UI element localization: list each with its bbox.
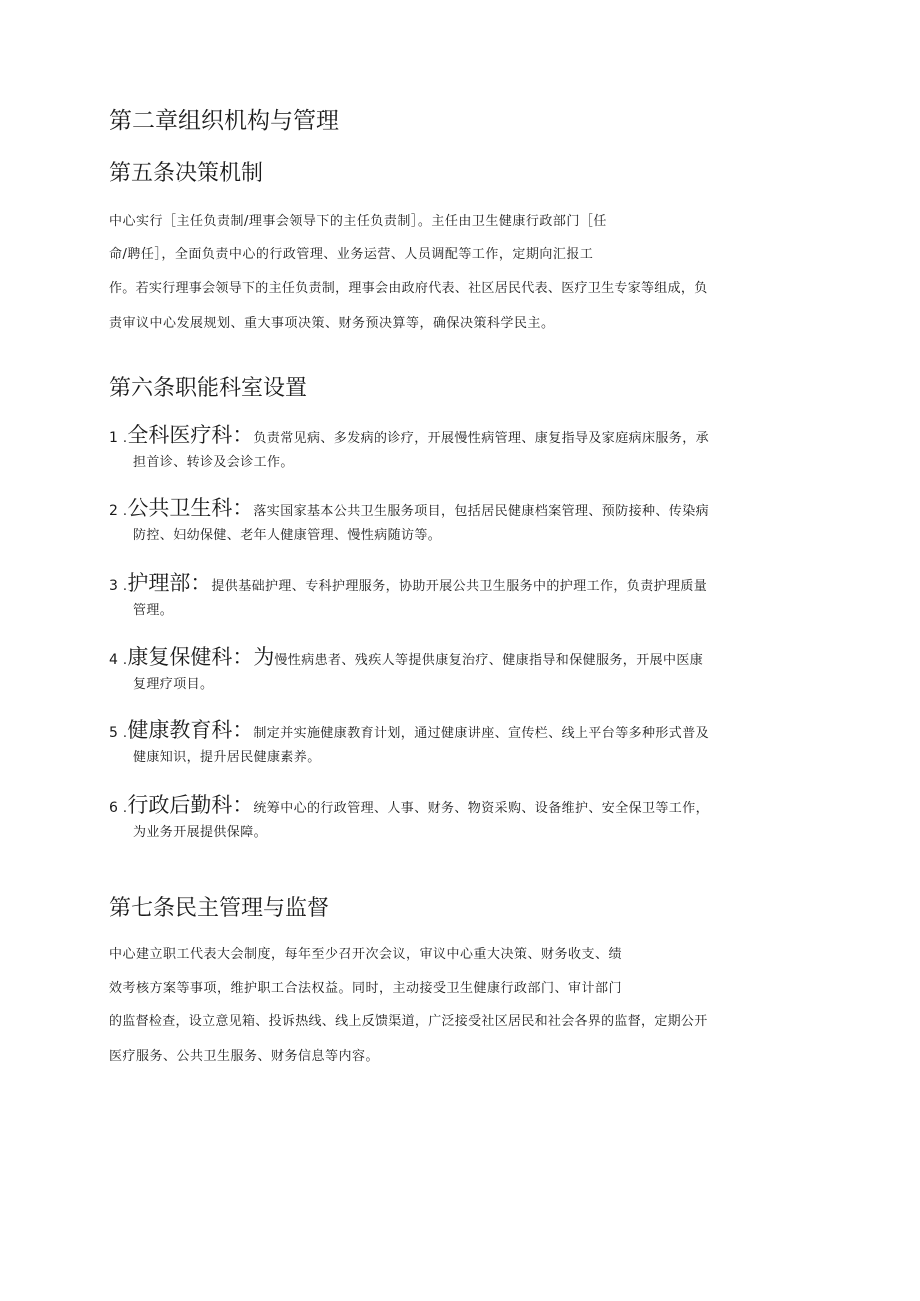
department-desc: 慢性病患者、残疾人等提供康复治疗、健康指导和保健服务，开展中医康: [274, 653, 704, 668]
article-7-line: 医疗服务、公共卫生服务、财务信息等内容。: [109, 1049, 380, 1064]
department-name: 健康教育科：: [127, 718, 254, 742]
department-name: 公共卫生科：: [127, 496, 254, 520]
item-separator: .: [118, 726, 128, 741]
department-item: [109, 418, 809, 474]
department-item: [109, 640, 809, 696]
department-desc-cont: 为业务开展提供保障。: [133, 825, 268, 840]
item-separator: .: [118, 504, 128, 519]
item-separator: .: [118, 801, 128, 816]
department-name: 全科医疗科：: [127, 423, 254, 447]
department-item: [109, 713, 809, 769]
item-separator: .: [118, 431, 128, 446]
department-desc-cont: 健康知识，提升居民健康素养。: [133, 750, 321, 765]
department-name: 康复保健科：为: [127, 645, 275, 669]
article-7-line: 中心建立职工代表大会制度，每年至少召开次会议，审议中心重大决策、财务收支、绩: [109, 947, 623, 962]
department-desc-cont: 管理。: [133, 603, 174, 618]
item-separator: .: [118, 579, 128, 594]
department-name: 护理部：: [127, 571, 212, 595]
item-number: 2: [109, 503, 119, 519]
department-desc-cont: 担首诊、转诊及会诊工作。: [133, 455, 294, 470]
article-5-title: 第五条决策机制: [109, 161, 264, 186]
item-number: 4: [109, 652, 119, 668]
article-7-title: 第七条民主管理与监督: [109, 896, 330, 921]
article-5-line: 责审议中心发展规划、重大事项决策、财务预决算等，确保决策科学民主。: [109, 316, 555, 331]
department-desc: 提供基础护理、专科护理服务，协助开展公共卫生服务中的护理工作，负责护理质量: [211, 579, 708, 594]
department-name: 行政后勤科：: [127, 793, 254, 817]
item-number: 3: [109, 578, 119, 594]
chapter-title: 第二章组织机构与管理: [109, 108, 339, 134]
department-desc: 负责常见病、多发病的诊疗，开展慢性病管理、康复指导及家庭病床服务，承: [253, 431, 709, 446]
article-6-title: 第六条职能科室设置: [109, 376, 308, 401]
department-desc: 制定并实施健康教育计划，通过健康讲座、宣传栏、线上平台等多种形式普及: [253, 726, 709, 741]
department-desc-cont: 复理疗项目。: [133, 677, 214, 692]
article-7-line: 的监督检查，设立意见箱、投诉热线、线上反馈渠道，广泛接受社区居民和社会各界的监督，定期公开: [109, 1014, 708, 1029]
department-desc: 统筹中心的行政管理、人事、财务、物资采购、设备维护、安全保卫等工作，: [253, 801, 709, 816]
item-number: 6: [109, 800, 119, 816]
department-desc: 落实国家基本公共卫生服务项目，包括居民健康档案管理、预防接种、传染病: [253, 504, 709, 519]
article-5-line: 命/聘任］，全面负责中心的行政管理、业务运营、人员调配等工作，定期向汇报工: [109, 247, 594, 262]
item-number: 1: [109, 430, 119, 446]
item-number: 5: [109, 725, 119, 741]
article-5-line: 作。若实行理事会领导下的主任负责制，理事会由政府代表、社区居民代表、医疗卫生专家等组成，负: [109, 281, 708, 296]
department-desc-cont: 防控、妇幼保健、老年人健康管理、慢性病随访等。: [133, 528, 442, 543]
article-7-line: 效考核方案等事项，维护职工合法权益。同时，主动接受卫生健康行政部门、审计部门: [109, 981, 623, 996]
article-5-line: 中心实行［主任负责制/理事会领导下的主任负责制］。主任由卫生健康行政部门［任: [109, 214, 607, 229]
department-item: [109, 788, 809, 844]
item-separator: .: [118, 653, 128, 668]
department-item: [109, 491, 809, 547]
department-item: [109, 566, 809, 622]
